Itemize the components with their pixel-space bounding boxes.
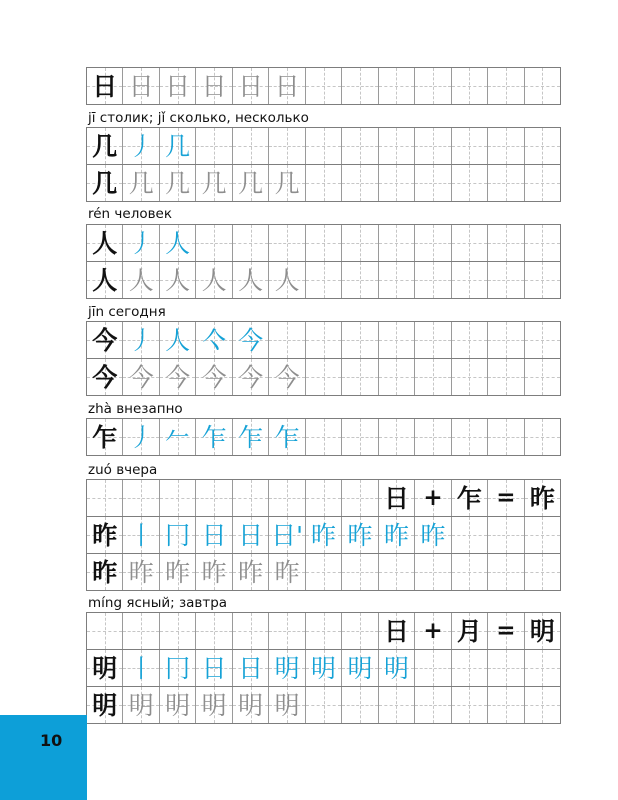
grid-cell	[122, 419, 158, 455]
grid-cell	[159, 225, 195, 261]
grid-cell	[487, 480, 523, 516]
hanzi-character: 月	[456, 616, 482, 646]
hanzi-character: 𠂉	[165, 422, 191, 452]
grid-cell	[378, 687, 414, 723]
grid-cell	[87, 359, 122, 395]
grid-cell	[524, 128, 560, 164]
grid-cell	[524, 359, 560, 395]
grid-cell	[487, 517, 523, 553]
grid-cell	[524, 322, 560, 358]
grid-cell	[159, 359, 195, 395]
grid-cell	[414, 613, 450, 649]
grid-cell	[87, 650, 122, 686]
grid-cell	[87, 517, 122, 553]
grid-cell	[524, 613, 560, 649]
grid-cell	[341, 322, 377, 358]
grid-cell	[487, 225, 523, 261]
hanzi-character: 昨	[529, 483, 555, 513]
grid-cell	[122, 613, 158, 649]
label-ji: jī столик; jǐ сколько, несколько	[88, 110, 309, 126]
hanzi-character: 丨	[128, 520, 154, 550]
grid-cell	[378, 322, 414, 358]
hanzi-character: 昨	[311, 520, 337, 550]
practice-grid-zha	[86, 418, 561, 456]
grid-cell	[341, 262, 377, 298]
grid-cell	[305, 554, 341, 590]
hanzi-character: 乍	[238, 422, 264, 452]
grid-cell	[414, 68, 450, 104]
grid-cell	[414, 687, 450, 723]
grid-row	[87, 358, 560, 395]
grid-cell	[87, 613, 122, 649]
label-ren: rén человек	[88, 206, 172, 222]
grid-cell	[195, 262, 231, 298]
grid-cell	[232, 687, 268, 723]
grid-cell	[378, 650, 414, 686]
grid-cell	[305, 165, 341, 201]
grid-cell	[487, 359, 523, 395]
grid-cell	[414, 554, 450, 590]
label-zha: zhà внезапно	[88, 401, 183, 417]
hanzi-character: 亽	[201, 325, 227, 355]
grid-cell	[414, 225, 450, 261]
grid-cell	[232, 322, 268, 358]
hanzi-character: 乍	[456, 483, 482, 513]
grid-cell	[268, 359, 304, 395]
hanzi-character: 明	[128, 690, 154, 720]
grid-cell	[122, 359, 158, 395]
grid-cell	[195, 650, 231, 686]
grid-cell	[122, 554, 158, 590]
hanzi-character: 人	[165, 325, 191, 355]
grid-cell	[195, 165, 231, 201]
hanzi-character: 昨	[274, 557, 300, 587]
grid-cell	[451, 359, 487, 395]
grid-cell	[378, 613, 414, 649]
grid-row	[87, 322, 560, 358]
grid-cell	[414, 517, 450, 553]
grid-cell	[195, 554, 231, 590]
grid-cell	[524, 225, 560, 261]
grid-cell	[268, 517, 304, 553]
hanzi-character: 明	[92, 690, 118, 720]
grid-cell	[159, 613, 195, 649]
hanzi-character: 今	[92, 362, 118, 392]
hanzi-character: 明	[274, 653, 300, 683]
grid-cell	[378, 262, 414, 298]
hanzi-character: 明	[165, 690, 191, 720]
hanzi-character: 人	[201, 265, 227, 295]
hanzi-character: 明	[529, 616, 555, 646]
grid-cell	[487, 613, 523, 649]
grid-cell	[305, 359, 341, 395]
hanzi-character: 明	[92, 653, 118, 683]
grid-row	[87, 419, 560, 455]
label-jin: jīn сегодня	[88, 304, 166, 320]
grid-cell	[524, 687, 560, 723]
grid-cell	[268, 554, 304, 590]
grid-row	[87, 516, 560, 553]
grid-cell	[159, 165, 195, 201]
grid-cell	[122, 517, 158, 553]
grid-cell	[414, 480, 450, 516]
grid-cell	[122, 480, 158, 516]
grid-cell	[195, 613, 231, 649]
grid-cell	[159, 650, 195, 686]
grid-cell	[268, 613, 304, 649]
grid-row	[87, 613, 560, 649]
grid-cell	[159, 419, 195, 455]
grid-cell	[232, 225, 268, 261]
grid-cell	[341, 650, 377, 686]
grid-cell	[451, 650, 487, 686]
grid-cell	[268, 68, 304, 104]
grid-cell	[268, 322, 304, 358]
grid-cell	[268, 480, 304, 516]
grid-cell	[451, 165, 487, 201]
grid-cell	[487, 554, 523, 590]
practice-grid-ren	[86, 224, 561, 299]
hanzi-character: 昨	[420, 520, 446, 550]
grid-row	[87, 686, 560, 723]
hanzi-character: 日	[165, 71, 191, 101]
grid-cell	[414, 650, 450, 686]
grid-cell	[487, 262, 523, 298]
grid-cell	[159, 128, 195, 164]
grid-row	[87, 128, 560, 164]
hanzi-character: 昨	[238, 557, 264, 587]
grid-cell	[378, 165, 414, 201]
grid-cell	[195, 517, 231, 553]
page-number-box	[0, 715, 87, 800]
hanzi-character: 人	[128, 265, 154, 295]
hanzi-character: 日	[383, 483, 409, 513]
hanzi-character: 明	[201, 690, 227, 720]
grid-cell	[451, 517, 487, 553]
grid-cell	[159, 262, 195, 298]
hanzi-character: 丿	[128, 228, 154, 258]
grid-row	[87, 553, 560, 590]
grid-cell	[87, 225, 122, 261]
grid-cell	[451, 128, 487, 164]
hanzi-character: 日	[274, 71, 300, 101]
label-ming: míng ясный; завтра	[88, 595, 228, 611]
grid-cell	[487, 687, 523, 723]
hanzi-character: 日	[238, 520, 264, 550]
hanzi-character: 冂	[165, 520, 191, 550]
grid-cell	[268, 650, 304, 686]
grid-cell	[414, 128, 450, 164]
grid-cell	[341, 165, 377, 201]
grid-cell	[305, 687, 341, 723]
grid-cell	[232, 650, 268, 686]
grid-cell	[524, 68, 560, 104]
grid-cell	[122, 128, 158, 164]
grid-row	[87, 649, 560, 686]
grid-cell	[378, 517, 414, 553]
grid-cell	[378, 480, 414, 516]
grid-cell	[341, 480, 377, 516]
hanzi-character: 丿	[128, 422, 154, 452]
grid-cell	[195, 68, 231, 104]
grid-cell	[305, 419, 341, 455]
hanzi-character: 日	[201, 520, 227, 550]
grid-cell	[232, 613, 268, 649]
grid-cell	[195, 322, 231, 358]
label-zuo: zuó вчера	[88, 462, 158, 478]
operator-symbol: +	[423, 484, 443, 511]
practice-grid-zuo	[86, 479, 561, 591]
grid-cell	[487, 322, 523, 358]
operator-symbol: =	[496, 617, 516, 644]
hanzi-character: 几	[238, 168, 264, 198]
grid-cell	[341, 613, 377, 649]
grid-cell	[451, 262, 487, 298]
hanzi-character: 明	[238, 690, 264, 720]
grid-cell	[159, 517, 195, 553]
hanzi-character: 今	[165, 362, 191, 392]
hanzi-character: 几	[92, 168, 118, 198]
grid-cell	[451, 68, 487, 104]
hanzi-character: 人	[165, 228, 191, 258]
grid-cell	[87, 419, 122, 455]
hanzi-character: 丿	[128, 325, 154, 355]
hanzi-character: 人	[165, 265, 191, 295]
grid-cell	[341, 225, 377, 261]
page-number: 10	[40, 731, 63, 750]
grid-cell	[378, 225, 414, 261]
grid-cell	[268, 225, 304, 261]
grid-cell	[378, 68, 414, 104]
grid-cell	[524, 262, 560, 298]
hanzi-character: 丨	[128, 653, 154, 683]
grid-cell	[341, 419, 377, 455]
grid-cell	[159, 554, 195, 590]
grid-cell	[524, 517, 560, 553]
grid-cell	[232, 128, 268, 164]
hanzi-character: 今	[128, 362, 154, 392]
grid-cell	[195, 419, 231, 455]
grid-cell	[159, 322, 195, 358]
grid-cell	[487, 419, 523, 455]
grid-cell	[195, 687, 231, 723]
grid-cell	[305, 68, 341, 104]
grid-cell	[378, 359, 414, 395]
grid-cell	[524, 480, 560, 516]
grid-cell	[524, 419, 560, 455]
hanzi-character: 明	[311, 653, 337, 683]
grid-cell	[122, 165, 158, 201]
hanzi-character: 乍	[201, 422, 227, 452]
grid-cell	[122, 322, 158, 358]
grid-cell	[195, 225, 231, 261]
grid-cell	[341, 128, 377, 164]
grid-cell	[232, 419, 268, 455]
grid-cell	[305, 128, 341, 164]
hanzi-character: 昨	[92, 520, 118, 550]
grid-cell	[341, 554, 377, 590]
grid-cell	[268, 165, 304, 201]
grid-cell	[487, 68, 523, 104]
grid-cell	[487, 165, 523, 201]
grid-cell	[232, 262, 268, 298]
hanzi-character: 几	[201, 168, 227, 198]
grid-cell	[122, 68, 158, 104]
grid-cell	[341, 687, 377, 723]
grid-cell	[232, 517, 268, 553]
grid-cell	[414, 322, 450, 358]
grid-cell	[305, 225, 341, 261]
grid-cell	[378, 128, 414, 164]
grid-cell	[87, 128, 122, 164]
grid-cell	[524, 650, 560, 686]
grid-cell	[195, 359, 231, 395]
hanzi-character: 日	[238, 71, 264, 101]
hanzi-character: 明	[347, 653, 373, 683]
hanzi-character: 明	[383, 653, 409, 683]
grid-cell	[232, 480, 268, 516]
grid-cell	[451, 687, 487, 723]
hanzi-character: 人	[274, 265, 300, 295]
grid-cell	[232, 68, 268, 104]
hanzi-character: 日	[201, 71, 227, 101]
grid-cell	[87, 262, 122, 298]
grid-cell	[87, 68, 122, 104]
grid-row	[87, 261, 560, 298]
grid-cell	[87, 687, 122, 723]
hanzi-character: 几	[165, 131, 191, 161]
grid-cell	[232, 165, 268, 201]
hanzi-character: 日	[238, 653, 264, 683]
grid-cell	[341, 359, 377, 395]
hanzi-character: 乍	[92, 422, 118, 452]
grid-cell	[451, 554, 487, 590]
grid-cell	[414, 359, 450, 395]
hanzi-character: 昨	[383, 520, 409, 550]
grid-cell	[305, 517, 341, 553]
grid-cell	[268, 687, 304, 723]
grid-cell	[268, 128, 304, 164]
hanzi-character: 日	[201, 653, 227, 683]
grid-cell	[341, 517, 377, 553]
hanzi-character: 今	[92, 325, 118, 355]
grid-cell	[305, 650, 341, 686]
practice-grid-ri	[86, 67, 561, 105]
hanzi-character: 昨	[92, 557, 118, 587]
hanzi-character: 几	[165, 168, 191, 198]
hanzi-character: 今	[238, 362, 264, 392]
grid-row	[87, 480, 560, 516]
grid-cell	[487, 128, 523, 164]
grid-cell	[268, 419, 304, 455]
hanzi-character: 几	[92, 131, 118, 161]
hanzi-character: 人	[92, 265, 118, 295]
hanzi-character: 人	[238, 265, 264, 295]
grid-cell	[122, 262, 158, 298]
grid-cell	[232, 554, 268, 590]
hanzi-character: 丿	[128, 131, 154, 161]
grid-cell	[232, 359, 268, 395]
operator-symbol: +	[423, 617, 443, 644]
grid-cell	[414, 419, 450, 455]
grid-cell	[268, 262, 304, 298]
hanzi-character: 昨	[128, 557, 154, 587]
grid-cell	[305, 480, 341, 516]
practice-grid-jin	[86, 321, 561, 396]
grid-cell	[195, 128, 231, 164]
grid-cell	[305, 262, 341, 298]
grid-cell	[122, 225, 158, 261]
grid-row	[87, 68, 560, 104]
operator-symbol: =	[496, 484, 516, 511]
hanzi-character: 人	[92, 228, 118, 258]
grid-cell	[195, 480, 231, 516]
grid-cell	[451, 419, 487, 455]
grid-cell	[378, 554, 414, 590]
grid-cell	[305, 322, 341, 358]
hanzi-character: 昨	[201, 557, 227, 587]
grid-cell	[159, 68, 195, 104]
hanzi-character: 几	[128, 168, 154, 198]
grid-cell	[87, 554, 122, 590]
hanzi-character: 乍	[274, 422, 300, 452]
grid-cell	[159, 687, 195, 723]
grid-cell	[451, 322, 487, 358]
grid-cell	[87, 322, 122, 358]
hanzi-character: 今	[274, 362, 300, 392]
grid-row	[87, 225, 560, 261]
hanzi-character: 冂	[165, 653, 191, 683]
grid-row	[87, 164, 560, 201]
grid-cell	[487, 650, 523, 686]
grid-cell	[524, 165, 560, 201]
grid-cell	[122, 650, 158, 686]
grid-cell	[451, 613, 487, 649]
hanzi-character: 昨	[347, 520, 373, 550]
hanzi-character: 今	[201, 362, 227, 392]
grid-cell	[451, 225, 487, 261]
hanzi-character: 昨	[165, 557, 191, 587]
grid-cell	[122, 687, 158, 723]
grid-cell	[341, 68, 377, 104]
grid-cell	[305, 613, 341, 649]
hanzi-character: 今	[238, 325, 264, 355]
hanzi-character: 明	[274, 690, 300, 720]
hanzi-character: 几	[274, 168, 300, 198]
grid-cell	[87, 480, 122, 516]
grid-cell	[414, 165, 450, 201]
hanzi-character: 日	[383, 616, 409, 646]
grid-cell	[524, 554, 560, 590]
practice-grid-ji	[86, 127, 561, 202]
grid-cell	[159, 480, 195, 516]
grid-cell	[87, 165, 122, 201]
hanzi-character: 日	[128, 71, 154, 101]
hanzi-character: 日'	[271, 520, 304, 550]
grid-cell	[451, 480, 487, 516]
practice-grid-ming	[86, 612, 561, 724]
grid-cell	[378, 419, 414, 455]
hanzi-character: 日	[92, 71, 118, 101]
grid-cell	[414, 262, 450, 298]
